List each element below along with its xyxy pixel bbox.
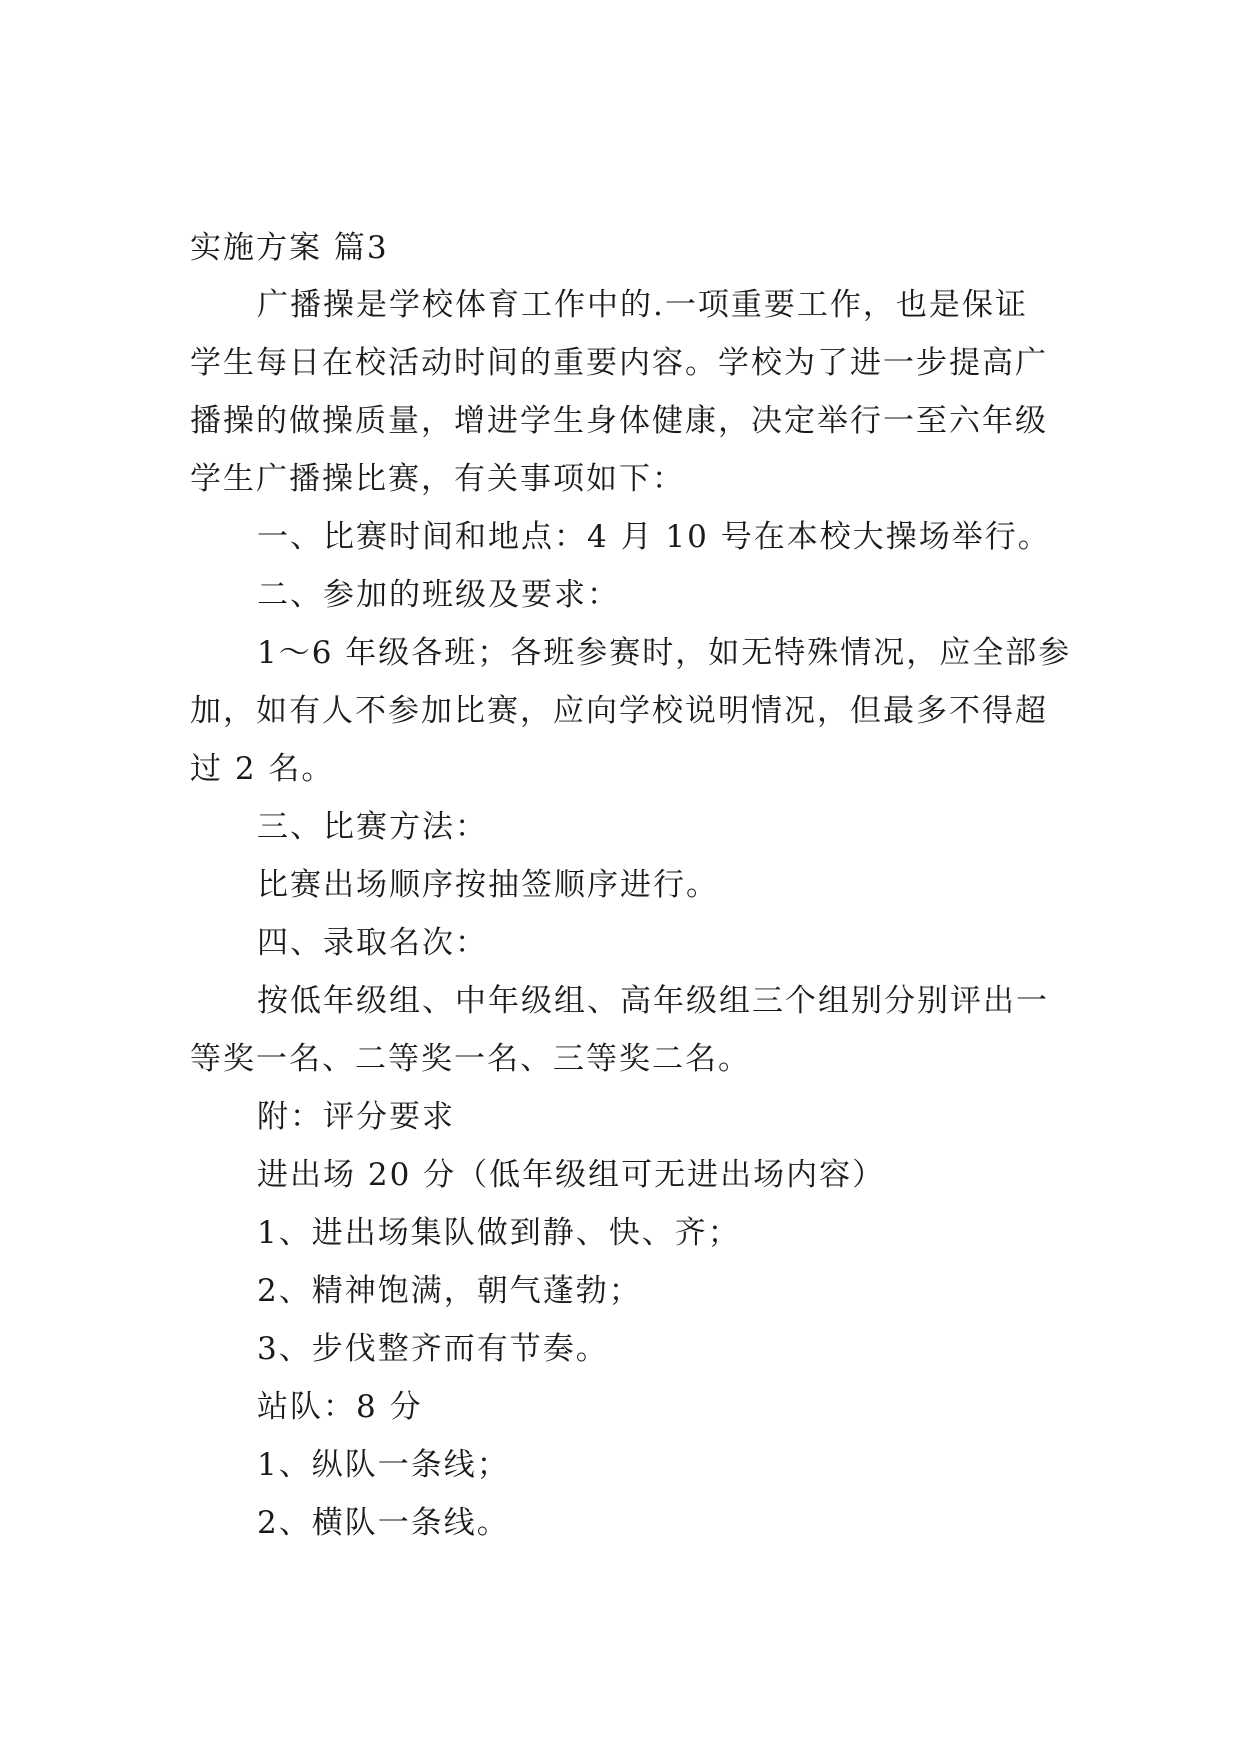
list-item: 1、纵队一条线； — [257, 1447, 510, 1483]
section-heading: 二、参加的班级及要求： — [257, 577, 620, 613]
section-heading: 三、比赛方法： — [257, 809, 488, 845]
appendix-heading: 附：评分要求 — [257, 1099, 455, 1135]
text-line: 按低年级组、中年级组、高年级组三个组别分别评出一 — [257, 983, 1049, 1019]
text-line: 播操的做操质量，增进学生身体健康，决定举行一至六年级 — [190, 403, 1048, 439]
text-line: 1～6 年级各班；各班参赛时，如无特殊情况，应全部参 — [257, 635, 1072, 671]
text-line: 站队：8 分 — [257, 1389, 423, 1425]
text-line: 等奖一名、二等奖一名、三等奖二名。 — [190, 1041, 751, 1077]
text-line: 比赛出场顺序按抽签顺序进行。 — [257, 867, 719, 903]
list-item: 3、步伐整齐而有节奏。 — [257, 1331, 609, 1367]
text-line: 加，如有人不参加比赛，应向学校说明情况，但最多不得超 — [190, 693, 1048, 729]
text-line: 过 2 名。 — [190, 751, 335, 787]
section-heading: 一、比赛时间和地点：4 月 10 号在本校大操场举行。 — [257, 519, 1051, 555]
text-line: 进出场 20 分（低年级组可无进出场内容） — [257, 1157, 886, 1193]
document-body — [190, 220, 1072, 1552]
list-item: 2、精神饱满，朝气蓬勃； — [257, 1273, 642, 1309]
text-line: 广播操是学校体育工作中的.一项重要工作，也是保证 — [257, 287, 1028, 323]
list-item: 1、进出场集队做到静、快、齐； — [257, 1215, 741, 1251]
section-heading: 四、录取名次： — [257, 925, 488, 961]
document-heading: 实施方案 篇3 — [190, 230, 389, 266]
text-line: 学生每日在校活动时间的重要内容。学校为了进一步提高广 — [190, 345, 1048, 381]
text-line: 学生广播操比赛，有关事项如下： — [190, 461, 685, 497]
list-item: 2、横队一条线。 — [257, 1505, 510, 1541]
